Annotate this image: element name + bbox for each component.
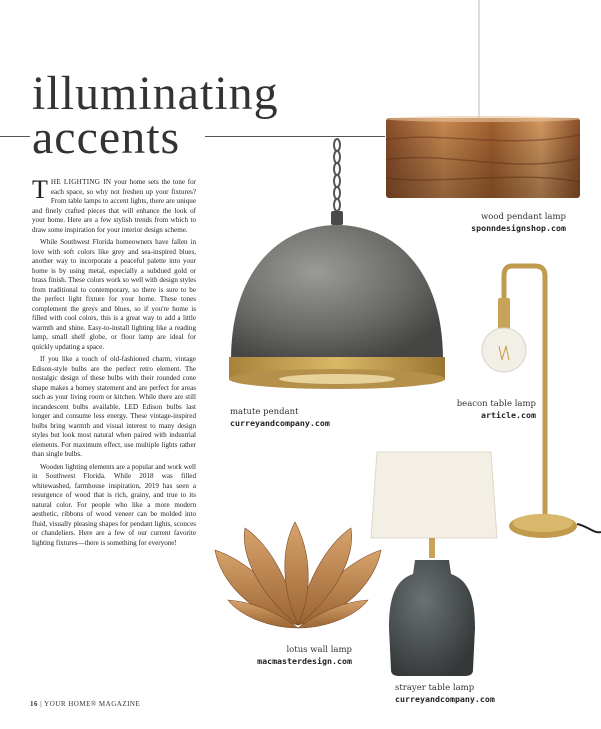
article-paragraph-2: While Southwest Florida homeowners have fallen in love with soft colors like grey and sea-inspired blues, another way to incorporate a peaceful palette into your home is by using metal, especially a subdued gold or brass finish. These colors work so well with design styles from traditional to contemporary, so there is sure to be the perfect light fixture for your home. These tones complement the greys and blues, so if you're home is filled with cool colors, this is a great way to add a little warmth and shine. Easy-to-install lighting like a reading lamp, small shelf globe, or floor lamp are ideal for quickly updating a space. — [32, 238, 196, 351]
caption-wood-site: sponndesignshop.com — [471, 223, 566, 233]
caption-lotus-lamp — [220, 645, 352, 667]
magazine-name: YOUR HOME® MAGAZINE — [44, 700, 141, 708]
paragraph-1-text: your home sets the tone for each space, so why not freshen up your fixtures? From table lamps to accent lights, there are unique and finely crafted pieces that will enhance the look of your home. Here are a few stylish trends from which to draw some inspiration for your interior design scheme. — [32, 178, 196, 234]
caption-matute-pendant — [230, 407, 380, 429]
article-body — [32, 175, 196, 551]
article-paragraph-1 — [32, 175, 196, 235]
strayer-table-lamp-image — [365, 448, 505, 680]
page-number: 16 — [30, 700, 38, 708]
caption-strayer-lamp — [395, 683, 545, 705]
matute-pendant-image — [225, 135, 455, 415]
caption-wood-name: wood pendant lamp — [481, 212, 566, 222]
caption-beacon-site: article.com — [481, 410, 536, 420]
page-footer — [30, 700, 140, 708]
lead-in: HE LIGHTING IN — [50, 178, 112, 186]
footer-separator: | — [40, 700, 43, 708]
caption-beacon-lamp — [440, 399, 536, 421]
article-paragraph-4: Wooden lighting elements are a popular and work well in Southwest Florida. While 2018 was filled whitewashed, farmhouse inspiration, 2019 has seen a resurgence of wood that is rich, grainy, and true to its natural color. For people who like a more modern aesthetic, ribbons of wood veneer can be molded into fluid, visually pleasing shapes for pendant lights, sconces or chandeliers. Here are a few of our current favorite lighting fixtures—there is something for everyone! — [32, 462, 196, 547]
drop-cap: T — [32, 175, 48, 204]
headline-line-1: illuminating — [32, 67, 279, 120]
caption-strayer-name: strayer table lamp — [395, 683, 475, 693]
headline-rule-left — [0, 136, 30, 137]
headline-line-2: accents — [32, 111, 181, 164]
caption-lotus-site: macmasterdesign.com — [257, 656, 352, 666]
lotus-wall-lamp-image — [210, 520, 385, 638]
caption-strayer-site: curreyandcompany.com — [395, 694, 495, 704]
caption-beacon-name: beacon table lamp — [456, 399, 536, 409]
caption-matute-name: matute pendant — [230, 407, 299, 417]
caption-matute-site: curreyandcompany.com — [230, 418, 330, 428]
caption-lotus-name: lotus wall lamp — [286, 645, 352, 655]
article-paragraph-3: If you like a touch of old-fashioned charm, vintage Edison-style bulbs are the perfect retro element. The nostalgic design of these bulbs with their rounded cone shape makes a homey statement and are perfect for areas such as your living room or kitchen. While there are still incandescent bulbs available, LED Edison bulbs last longer and consume less energy. These vintage-inspired bulbs bring warmth and visual interest to many design styles but look most natural when paired with industrial elements. For maximum effect, use multiple lights rather than single bulbs. — [32, 355, 196, 458]
